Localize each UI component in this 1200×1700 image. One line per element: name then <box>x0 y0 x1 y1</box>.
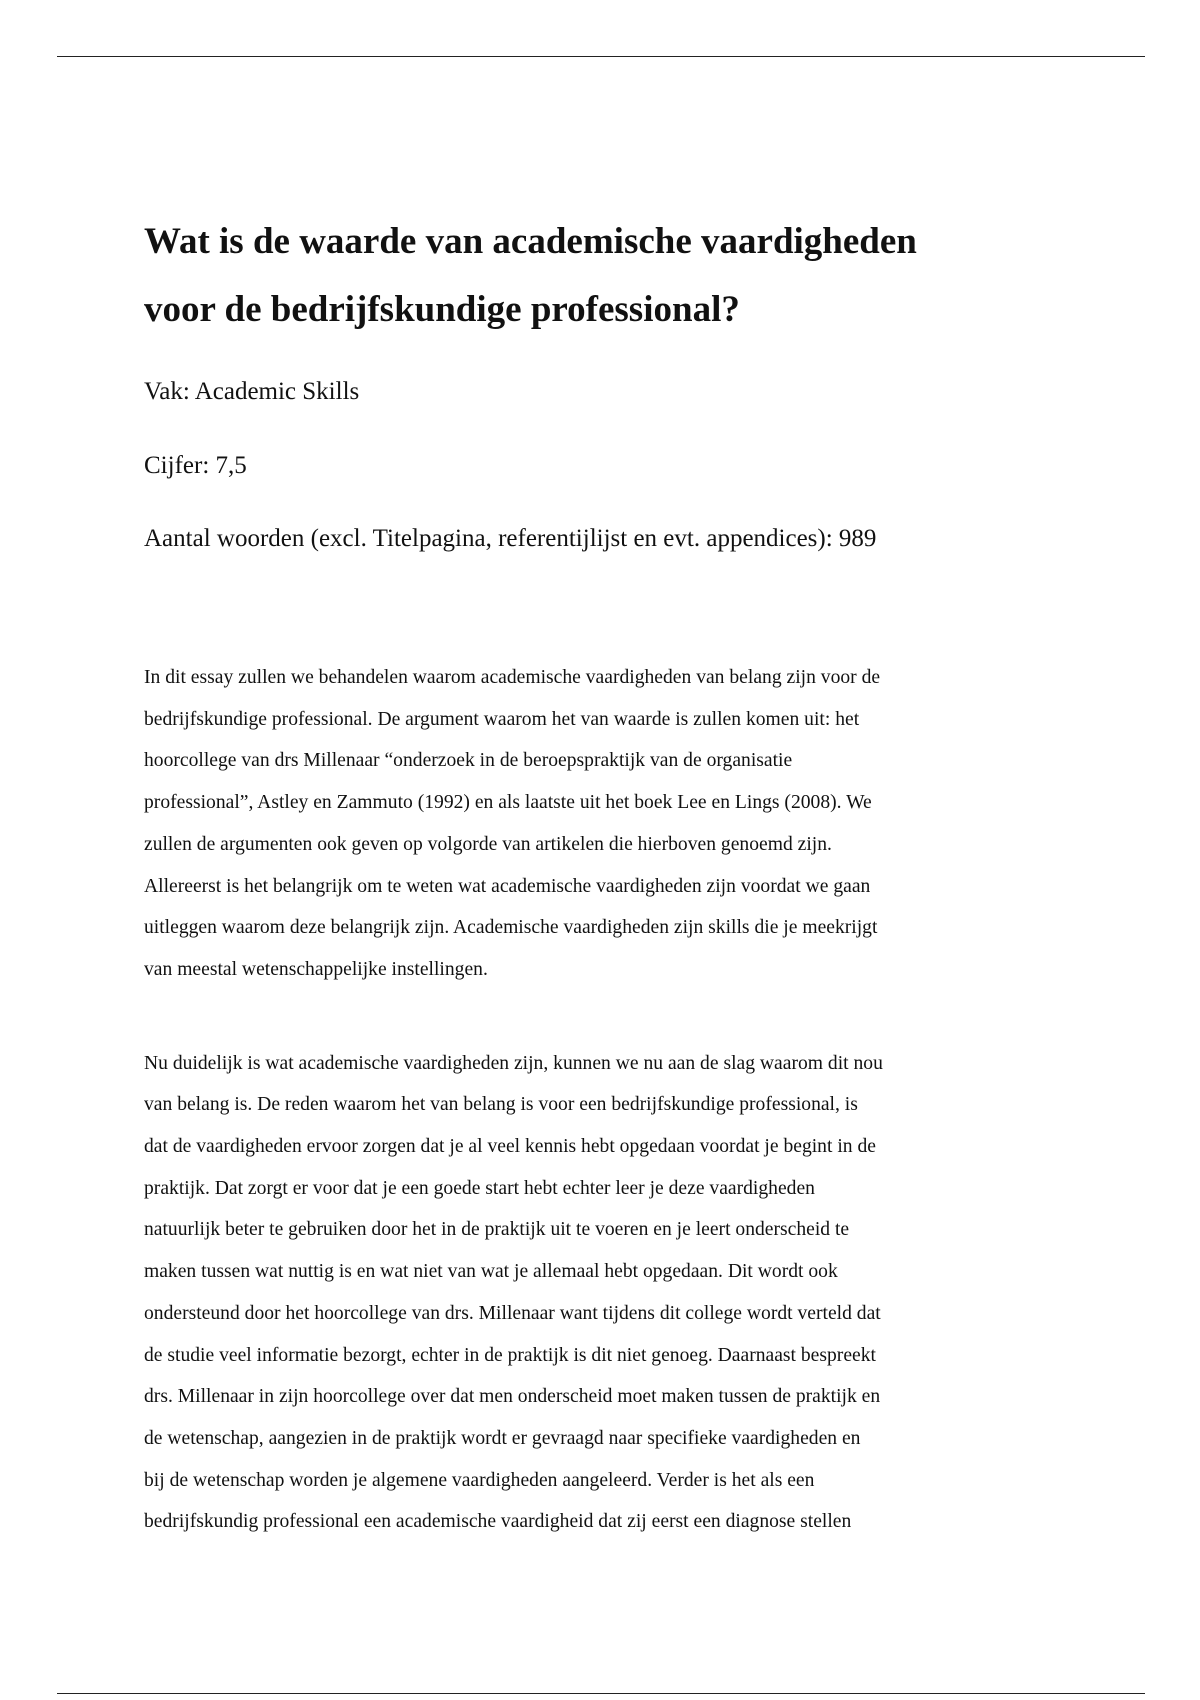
text-line: bedrijfskundige professional. De argument waarom het van waarde is zullen komen uit: het <box>144 708 860 730</box>
title-line: voor de bedrijfskundige professional? <box>144 289 740 330</box>
document-body <box>144 208 1064 1543</box>
text-line: professional”, Astley en Zammuto (1992) en als laatste uit het boek Lee en Lings (2008). We <box>144 792 872 814</box>
footer-rule <box>57 1693 1145 1694</box>
title-line: Wat is de waarde van academische vaardigheden <box>144 221 917 262</box>
text-line: In dit essay zullen we behandelen waarom academische vaardigheden van belang zijn voor de <box>144 667 881 688</box>
word-count-label: Aantal woorden (excl. Titelpagina, referentijlijst en evt. appendices): 989 <box>144 525 877 552</box>
essay-title <box>144 208 1064 344</box>
course-label: Vak: Academic Skills <box>144 378 360 405</box>
grade-label: Cijfer: 7,5 <box>144 452 247 479</box>
text-line: bij de wetenschap worden je algemene vaardigheden aangeleerd. Verder is het als een <box>144 1469 815 1491</box>
text-line: Allereerst is het belangrijk om te weten wat academische vaardigheden zijn voordat we gaan <box>144 875 871 897</box>
text-line: praktijk. Dat zorgt er voor dat je een goede start hebt echter leer je deze vaardigheden <box>144 1177 815 1199</box>
paragraph-intro <box>144 657 1064 991</box>
text-line: hoorcollege van drs Millenaar “onderzoek in de beroepspraktijk van de organisatie <box>144 750 793 772</box>
paragraph-argument <box>144 1043 1064 1543</box>
text-line: uitleggen waarom deze belangrijk zijn. Academische vaardigheden zijn skills die je meekrijgt <box>144 917 878 939</box>
text-line: drs. Millenaar in zijn hoorcollege over dat men onderscheid moet maken tussen de praktijk en <box>144 1386 881 1408</box>
text-line: Nu duidelijk is wat academische vaardigheden zijn, kunnen we nu aan de slag waarom dit nou <box>144 1052 883 1074</box>
text-line: maken tussen wat nuttig is en wat niet van wat je allemaal hebt opgedaan. Dit wordt ook <box>144 1261 838 1283</box>
header-rule <box>57 56 1145 57</box>
text-line: natuurlijk beter te gebruiken door het in de praktijk uit te voeren en je leert onderscheid te <box>144 1219 850 1241</box>
text-line: zullen de argumenten ook geven op volgorde van artikelen die hierboven genoemd zijn. <box>144 833 832 855</box>
text-line: ondersteund door het hoorcollege van drs. Millenaar want tijdens dit college wordt verteld dat <box>144 1302 881 1324</box>
text-line: bedrijfskundig professional een academische vaardigheid dat zij eerst een diagnose stellen <box>144 1511 852 1533</box>
text-line: de studie veel informatie bezorgt, echter in de praktijk is dit niet genoeg. Daarnaast bespreekt <box>144 1344 876 1366</box>
text-line: de wetenschap, aangezien in de praktijk wordt er gevraagd naar specifieke vaardigheden en <box>144 1427 861 1449</box>
text-line: van meestal wetenschappelijke instellingen. <box>144 958 488 980</box>
text-line: van belang is. De reden waarom het van belang is voor een bedrijfskundige professional, is <box>144 1094 858 1116</box>
text-line: dat de vaardigheden ervoor zorgen dat je al veel kennis hebt opgedaan voordat je begint in de <box>144 1136 876 1158</box>
